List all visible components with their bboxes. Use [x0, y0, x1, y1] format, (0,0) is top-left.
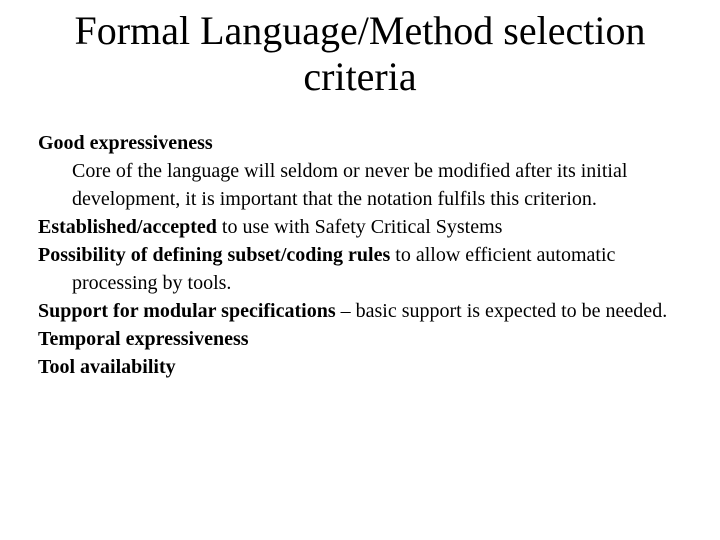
criterion-good-expressiveness — [38, 129, 698, 157]
criterion-text: – basic support is expected to be needed. — [335, 300, 668, 322]
criterion-detail: Core of the language will seldom or never be modified after its initial development, it is important that the notation fulfils this criterion. — [72, 160, 628, 210]
criterion-subset-coding-rules — [38, 241, 698, 297]
criterion-heading: Possibility of defining subset/coding rules — [38, 244, 391, 266]
slide-body — [38, 129, 698, 381]
criterion-temporal-expressiveness — [38, 325, 698, 353]
slide-title-line-2: criteria — [303, 54, 417, 99]
criterion-text: to allow efficient automatic processing by tools. — [72, 244, 616, 294]
criterion-tool-availability — [38, 353, 698, 381]
criterion-heading: Tool availability — [38, 356, 176, 378]
slide-title — [0, 8, 720, 100]
criterion-established-accepted — [38, 213, 698, 241]
slide-title-line-1: Formal Language/Method selection — [74, 8, 646, 53]
criterion-modular-specifications — [38, 297, 698, 325]
criterion-text: to use with Safety Critical Systems — [216, 216, 503, 238]
criterion-heading: Established/accepted — [38, 216, 217, 238]
criterion-heading: Support for modular specifications — [38, 300, 336, 322]
criterion-heading: Temporal expressiveness — [38, 328, 249, 350]
criterion-heading: Good expressiveness — [38, 132, 213, 154]
